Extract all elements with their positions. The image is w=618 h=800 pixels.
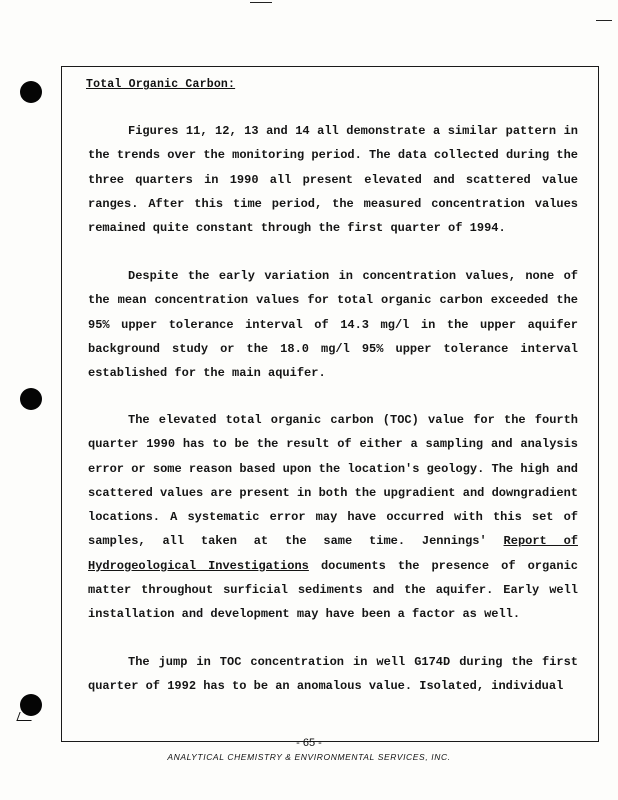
- paragraph-4-text: The jump in TOC concentration in well G174D during the first quarter of 1992 has to be an anomalous value. Isolated, individual: [88, 655, 578, 694]
- paragraph-1: [88, 119, 578, 240]
- staple-mark: [16, 712, 34, 721]
- scan-mark-corner: [596, 20, 612, 21]
- paragraph-2-text: Despite the early variation in concentration values, none of the mean concentration values for total organic carbon exceeded the 95% upper tolerance interval of 14.3 mg/l in the upper aquifer background study or the 18.0 mg/l 95% upper tolerance interval established for the main aquifer.: [88, 269, 578, 381]
- section-heading: Total Organic Carbon:: [86, 78, 236, 91]
- paragraph-3-text-a: The elevated total organic carbon (TOC) value for the fourth quarter 1990 has to be the result of either a sampling and analysis error or some reason based upon the location's geology. The high and scattered values are present in both the upgradient and downgradient locations. A systematic error may have occurred with this set of samples, all taken at the same time. Jennings': [88, 413, 578, 549]
- paragraph-2: [88, 264, 578, 385]
- paragraph-3-text-b: documents the presence of organic matter throughout surficial sediments and the aquifer. Early well installation and development may have been a factor as well.: [88, 558, 578, 622]
- report-title: Report of Hydrogeological Investigations: [88, 534, 578, 573]
- paragraph-3: [88, 408, 578, 627]
- scan-mark-top: [250, 2, 272, 3]
- page-number: - 65 -: [296, 737, 322, 749]
- binder-hole-top: [20, 81, 42, 103]
- paragraph-1-text: Figures 11, 12, 13 and 14 all demonstrate a similar pattern in the trends over the monitoring period. The data collected during the three quarters in 1990 all present elevated and scattered value ranges. After this time period, the measured concentration values remained quite constant through the first quarter of 1994.: [88, 124, 578, 236]
- paragraph-4: [88, 650, 578, 699]
- company-footer: ANALYTICAL CHEMISTRY & ENVIRONMENTAL SERVICES, INC.: [167, 752, 451, 762]
- binder-hole-middle: [20, 388, 42, 410]
